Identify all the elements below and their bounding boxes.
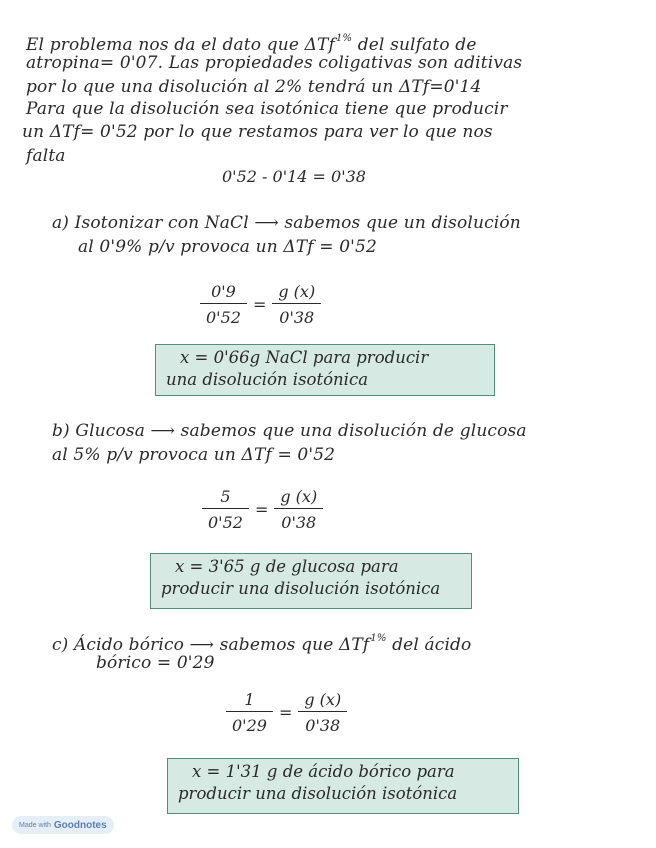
section-b-line-2: al 5% p/v provoca un ΔTf = 0'52	[52, 445, 336, 465]
section-a-line-2: al 0'9% p/v provoca un ΔTf = 0'52	[78, 237, 377, 257]
result-b-line-1: x = 3'65 g de glucosa para	[175, 557, 399, 576]
made-with-label: Made with	[19, 821, 51, 829]
result-c-line-1: x = 1'31 g de ácido bórico para	[192, 762, 455, 781]
superscript-percent: 1%	[335, 33, 353, 44]
intro-line-3: por lo que una disolución al 2% tendrá un ΔTf=0'14	[26, 77, 482, 97]
proportion-b	[202, 487, 323, 532]
denominator: 0'38	[279, 308, 315, 327]
numerator: 5	[220, 487, 231, 506]
section-b-line-1: b) Glucosa ⟶ sabemos que una disolución de glucosa	[52, 421, 527, 441]
result-b-line-2: producir una disolución isotónica	[161, 579, 441, 598]
proportion-a	[200, 282, 321, 327]
fraction-right	[272, 282, 321, 327]
fraction-right	[298, 690, 347, 735]
equals-sign: =	[252, 295, 267, 314]
fraction-left	[202, 487, 249, 532]
intro-line-5: un ΔTf= 0'52 por lo que restamos para ver lo que nos	[22, 122, 493, 142]
fraction-left	[226, 690, 273, 735]
section-c-line-2: bórico = 0'29	[96, 653, 215, 673]
numerator: g (x)	[278, 282, 316, 301]
result-c-line-2: producir una disolución isotónica	[178, 784, 458, 803]
numerator: g (x)	[280, 487, 318, 506]
denominator: 0'52	[206, 308, 241, 327]
result-a-line-2: una disolución isotónica	[166, 370, 369, 389]
fraction-left	[200, 282, 247, 327]
superscript-percent: 1%	[370, 633, 387, 644]
goodnotes-badge[interactable]	[12, 816, 114, 834]
intro-line-1-end: del sulfato de	[352, 35, 477, 55]
denominator: 0'38	[305, 716, 341, 735]
numerator: g (x)	[304, 690, 342, 709]
result-box-a	[155, 344, 495, 396]
intro-line-6: falta	[26, 146, 66, 166]
denominator: 0'38	[281, 513, 317, 532]
proportion-c	[226, 690, 347, 735]
denominator: 0'52	[208, 513, 243, 532]
section-c-line-1-start: c) Ácido bórico ⟶ sabemos que ΔTf	[52, 635, 370, 655]
equals-sign: =	[254, 500, 269, 519]
section-a-line-1: a) Isotonizar con NaCl ⟶ sabemos que un disolución	[52, 213, 521, 233]
result-box-c	[167, 758, 519, 814]
equals-sign: =	[278, 703, 293, 722]
section-c-line-1-end: del ácido	[386, 635, 472, 655]
brand-label: Goodnotes	[53, 819, 107, 831]
numerator: 0'9	[211, 282, 236, 301]
numerator: 1	[244, 690, 255, 709]
fraction-right	[274, 487, 323, 532]
result-box-b	[150, 553, 472, 609]
intro-line-2: atropina= 0'07. Las propiedades coligativas son aditivas	[26, 53, 523, 73]
intro-line-1-start: El problema nos da el dato que ΔTf	[26, 35, 335, 55]
result-a-line-1: x = 0'66g NaCl para producir	[180, 348, 429, 367]
intro-line-4: Para que la disolución sea isotónica tiene que producir	[26, 99, 508, 119]
denominator: 0'29	[232, 716, 267, 735]
subtraction-equation: 0'52 - 0'14 = 0'38	[222, 167, 366, 186]
